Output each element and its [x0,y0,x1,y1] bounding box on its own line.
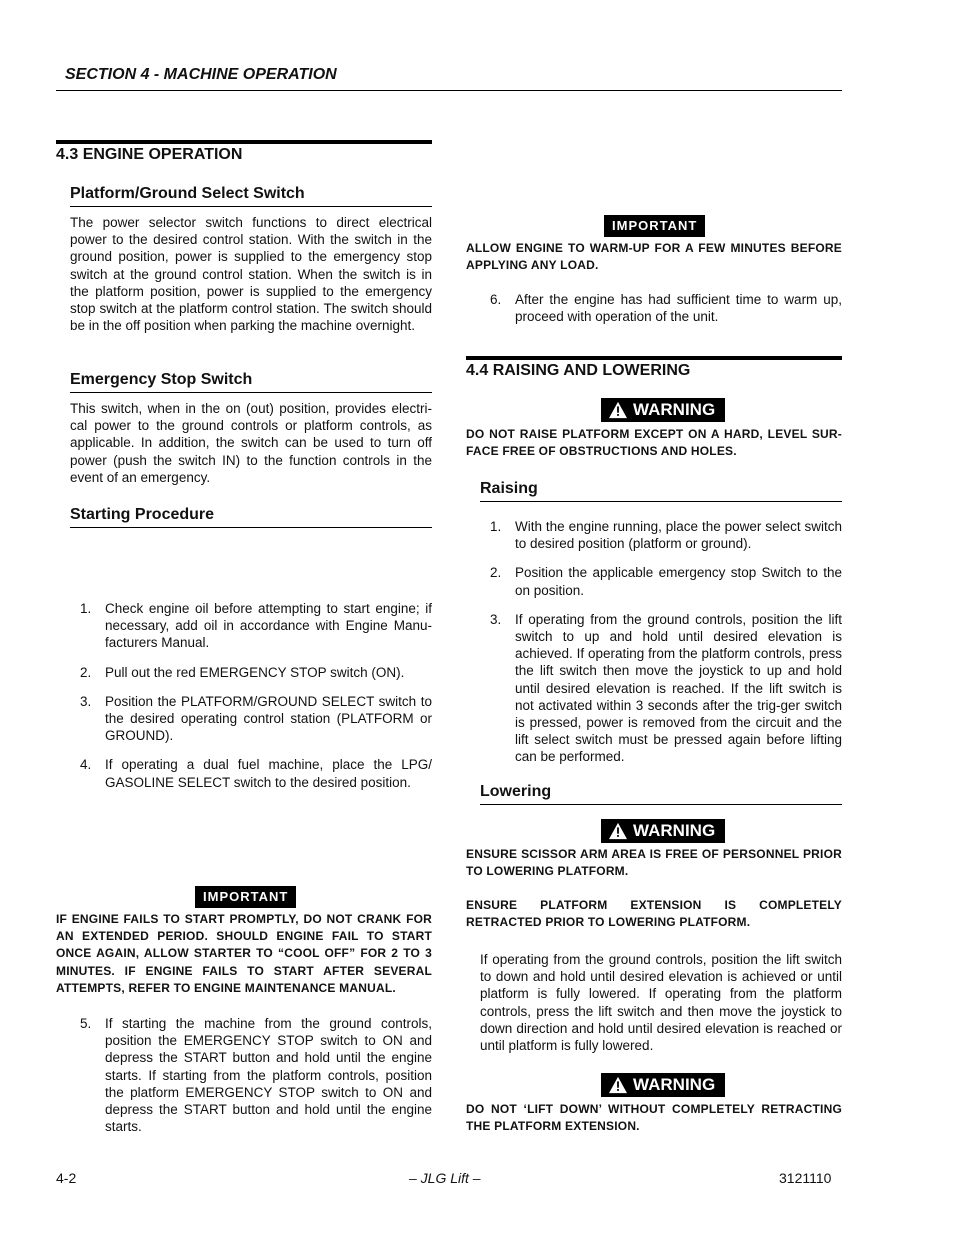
list-item [80,756,432,790]
estop-paragraph: This switch, when in the on (out) position, provides electri-cal power to the ground controls or platform controls, as applicable. In addition, the switch can be used to turn off power (push the switch IN) to the function controls in the event of an emergency. [70,401,432,485]
list-item [490,518,842,552]
list-item [490,291,842,325]
section-title-raising: 4.4 RAISING AND LOWERING [466,362,691,379]
step-text: With the engine running, place the power select switch to desired position (platform or ground). [515,519,842,552]
step-number: 2. [80,664,92,680]
subsection-title-estop: Emergency Stop Switch [70,371,253,388]
list-item [80,1015,432,1135]
list-item [80,693,432,745]
step-number: 3. [490,611,502,627]
step-number: 1. [490,519,502,534]
step-text: If starting the machine from the ground controls, position the EMERGENCY STOP switch to ON and depress the START button and hold until the engine starts. If starting from the platform controls, position the platform EMERGENCY STOP switch to ON and depress the START button and hold until the engine starts. [105,1016,432,1135]
step-number: 6. [490,292,502,307]
starting-steps [80,600,432,791]
list-item [80,600,432,652]
warning-label: WARNING [633,400,716,419]
step-text: If operating from the ground controls, position the lift switch to up and hold until desired elevation is achieved. If operating from the platform controls, press the lift switch then move the joystick to up and hold until desired elevation is reached. If the lift switch is not activated within 3 seconds after the trig-ger switch is pressed, power is removed from the circuit and the lift select switch must be pressed again before lifting can be performed. [515,611,842,765]
warning-label: WARNING [633,1075,716,1094]
raising-steps [490,518,842,766]
platform-paragraph: The power selector switch functions to direct electrical power to the desired control station. With the switch in the ground position, power is supplied to the emergency stop switch at the ground control station. When the switch is in the platform position, power is supplied to the emergency stop switch at the platform control station. The switch should be in the off position when parking the machine overnight. [70,215,432,334]
step-number: 1. [80,601,92,616]
header-rule [56,90,842,91]
page-number: 4-2 [56,1170,77,1186]
subsection-rule [480,501,842,502]
step-number: 4. [80,757,92,773]
subsection-rule [70,527,432,528]
step-number: 5. [80,1016,92,1031]
warning-badge [601,1073,725,1097]
warning-badge [601,398,725,422]
warning-text: ENSURE PLATFORM EXTENSION IS COMPLETELY RETRACTED PRIOR TO LOWERING PLATFORM. [466,898,842,930]
footer-brand: – JLG Lift – [409,1170,481,1186]
subsection-rule [70,206,432,207]
list-item [80,664,432,681]
list-item [490,611,842,766]
important-text: ALLOW ENGINE TO WARM-UP FOR A FEW MINUTES BEFORE APPLYING ANY LOAD. [466,241,842,273]
section-bar [56,140,432,144]
warning-triangle-icon [609,401,627,419]
subsection-title-lowering: Lowering [480,783,552,800]
subsection-rule [480,804,842,805]
important-badge: IMPORTANT [195,886,296,908]
warning-triangle-icon [609,1076,627,1094]
step-text: Position the applicable emergency stop Switch to the on position. [515,565,842,598]
step-text: If operating a dual fuel machine, place the LPG/ GASOLINE SELECT switch to the desired position. [105,757,432,790]
list-item [490,564,842,598]
important-badge: IMPORTANT [604,215,705,237]
subsection-title-platform: Platform/Ground Select Switch [70,185,305,202]
step-text: Check engine oil before attempting to start engine; if necessary, add oil in accordance with Engine Manu-facturers Manual. [105,601,432,651]
subsection-rule [70,392,432,393]
warning-text: ENSURE SCISSOR ARM AREA IS FREE OF PERSONNEL PRIOR TO LOWERING PLATFORM. [466,847,842,879]
subsection-title-raising: Raising [480,480,538,497]
lowering-paragraph: If operating from the ground controls, position the lift switch to down and hold until desired elevation is achieved or until platform is fully lowered. If operating from the platform controls, press the lift switch and then move the joystick to down direction and hold until desired elevation is reached or until platform is fully lowered. [480,952,842,1054]
important-text: IF ENGINE FAILS TO START PROMPTLY, DO NOT CRANK FOR AN EXTENDED PERIOD. SHOULD ENGINE FAIL TO START ONCE AGAIN, ALLOW STARTER TO “COOL OFF” FOR 2 TO 3 MINUTES. IF ENGINE FAILS TO START AFTER SEVERAL ATTEMPTS, REFER TO ENGINE MAINTENANCE MANUAL. [56,912,432,995]
subsection-title-starting: Starting Procedure [70,506,215,523]
step-number: 3. [80,693,92,709]
step-number: 2. [490,565,502,581]
section-header: SECTION 4 - MACHINE OPERATION [65,66,337,83]
section-title-engine: 4.3 ENGINE OPERATION [56,146,243,163]
section-bar [466,356,842,360]
document-number: 3121110 [779,1170,832,1186]
warning-triangle-icon [609,822,627,840]
warning-badge [601,819,725,843]
warning-text: DO NOT RAISE PLATFORM EXCEPT ON A HARD, LEVEL SUR-FACE FREE OF OBSTRUCTIONS AND HOLES. [466,427,842,459]
step-text: Pull out the red EMERGENCY STOP switch (ON). [105,664,405,680]
step-text: Position the PLATFORM/GROUND SELECT switch to the desired operating control station (PLATFORM or GROUND). [105,693,432,744]
warning-text: DO NOT ‘LIFT DOWN’ WITHOUT COMPLETELY RETRACTING THE PLATFORM EXTENSION. [466,1102,842,1134]
step-text: After the engine has had sufficient time to warm up, proceed with operation of the unit. [515,292,842,325]
warning-label: WARNING [633,821,716,840]
